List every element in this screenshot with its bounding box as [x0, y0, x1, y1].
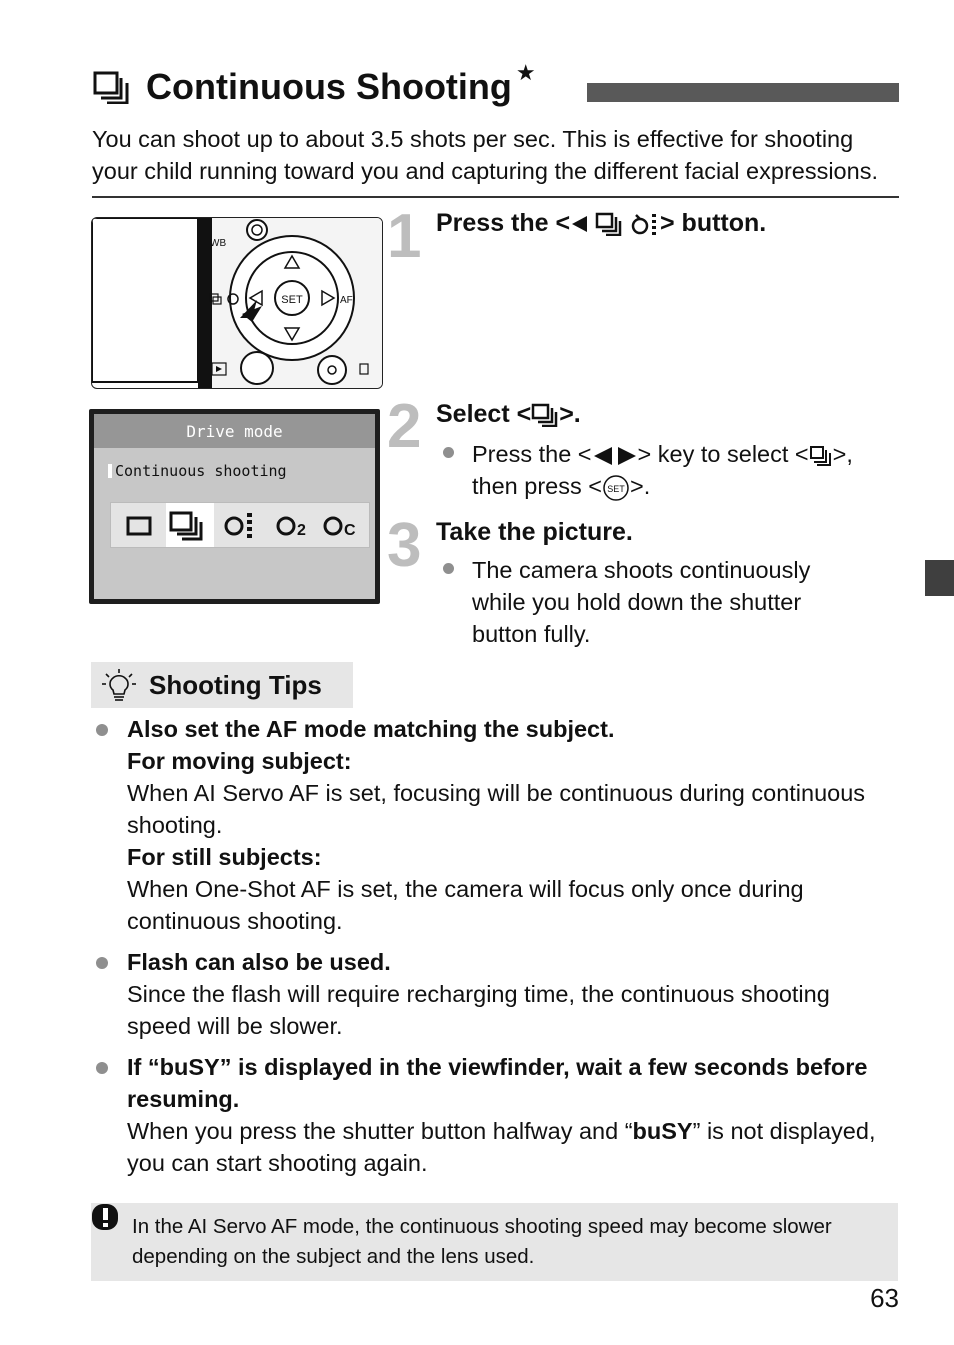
caution-note [91, 1203, 898, 1281]
self-timer-icon [630, 212, 660, 236]
chapter-side-tab [925, 560, 954, 596]
caution-text: In the AI Servo AF mode, the continuous shooting speed may become slower depending on the subject and the lens used. [132, 1215, 832, 1268]
continuous-shooting-icon [531, 403, 559, 427]
intro-divider [92, 196, 899, 198]
step-2-heading: Select < >. [436, 400, 581, 428]
lcd-drive-mode-screen [89, 409, 380, 604]
lcd-header: Drive mode [94, 414, 375, 448]
lcd-timerc-label: C [344, 522, 356, 539]
shooting-tips-header [91, 662, 353, 708]
step-3-heading: Take the picture. [436, 518, 633, 546]
intro-paragraph: You can shoot up to about 3.5 shots per sec. This is effective for shooting your child running toward you and capturing the different facial expressions. [92, 126, 878, 184]
lightbulb-icon [101, 668, 137, 702]
continuous-shooting-icon [809, 445, 833, 467]
left-triangle-icon [570, 214, 588, 234]
tip-item-busy: If “buSY” is displayed in the viewfinder, wait a few seconds before resuming. When you press the shutter button halfway and “buSY” is not displayed, you can start shooting again. [96, 1051, 896, 1179]
step-3-number: 3 [387, 511, 422, 580]
step-1-heading: Press the < > button. [436, 209, 767, 237]
continuous-shooting-icon [92, 70, 132, 104]
set-label: SET [281, 294, 303, 306]
svg-text:SET: SET [607, 483, 625, 494]
lcd-timer2-label: 2 [297, 522, 306, 539]
shooting-tips-title: Shooting Tips [149, 669, 322, 700]
page-title [92, 62, 536, 112]
wb-label: WB [210, 238, 227, 249]
title-bar [587, 83, 899, 102]
continuous-shooting-icon [595, 212, 623, 236]
page-number: 63 [870, 1283, 899, 1313]
tip-item-flash: Flash can also be used. Since the flash will require recharging time, the continuous shooting speed will be slower. [96, 946, 896, 1042]
lcd-selected-mode [108, 462, 287, 480]
camera-back-illustration [91, 217, 383, 389]
af-label: AF [340, 295, 353, 306]
step-2-bullet [443, 447, 454, 458]
step-2-number: 2 [387, 392, 422, 461]
step-3-body: The camera shoots continuously while you hold down the shutter button fully. [472, 557, 811, 647]
tip-item-af-mode: Also set the AF mode matching the subject. For moving subject: When AI Servo AF is set, focusing will be continuous during continuous shooting. For still subjects: When One-Shot AF is set, the camera will focus only once during continuous shooting. [96, 713, 896, 937]
set-button-icon [602, 474, 630, 502]
caution-icon [91, 1203, 121, 1233]
left-right-triangle-icon [592, 446, 638, 466]
lcd-mode-text: Continuous shooting [115, 462, 287, 480]
advanced-star-icon: ★ [515, 60, 536, 85]
lcd-drive-icons [110, 502, 370, 548]
step-3-bullet [443, 563, 454, 574]
lcd-self-timer-icon [226, 513, 252, 538]
step-1-number: 1 [387, 202, 422, 271]
step-2-body: Press the < > key to select < >, then press < SET >. [472, 438, 902, 502]
page-title-text: Continuous Shooting [146, 66, 512, 107]
